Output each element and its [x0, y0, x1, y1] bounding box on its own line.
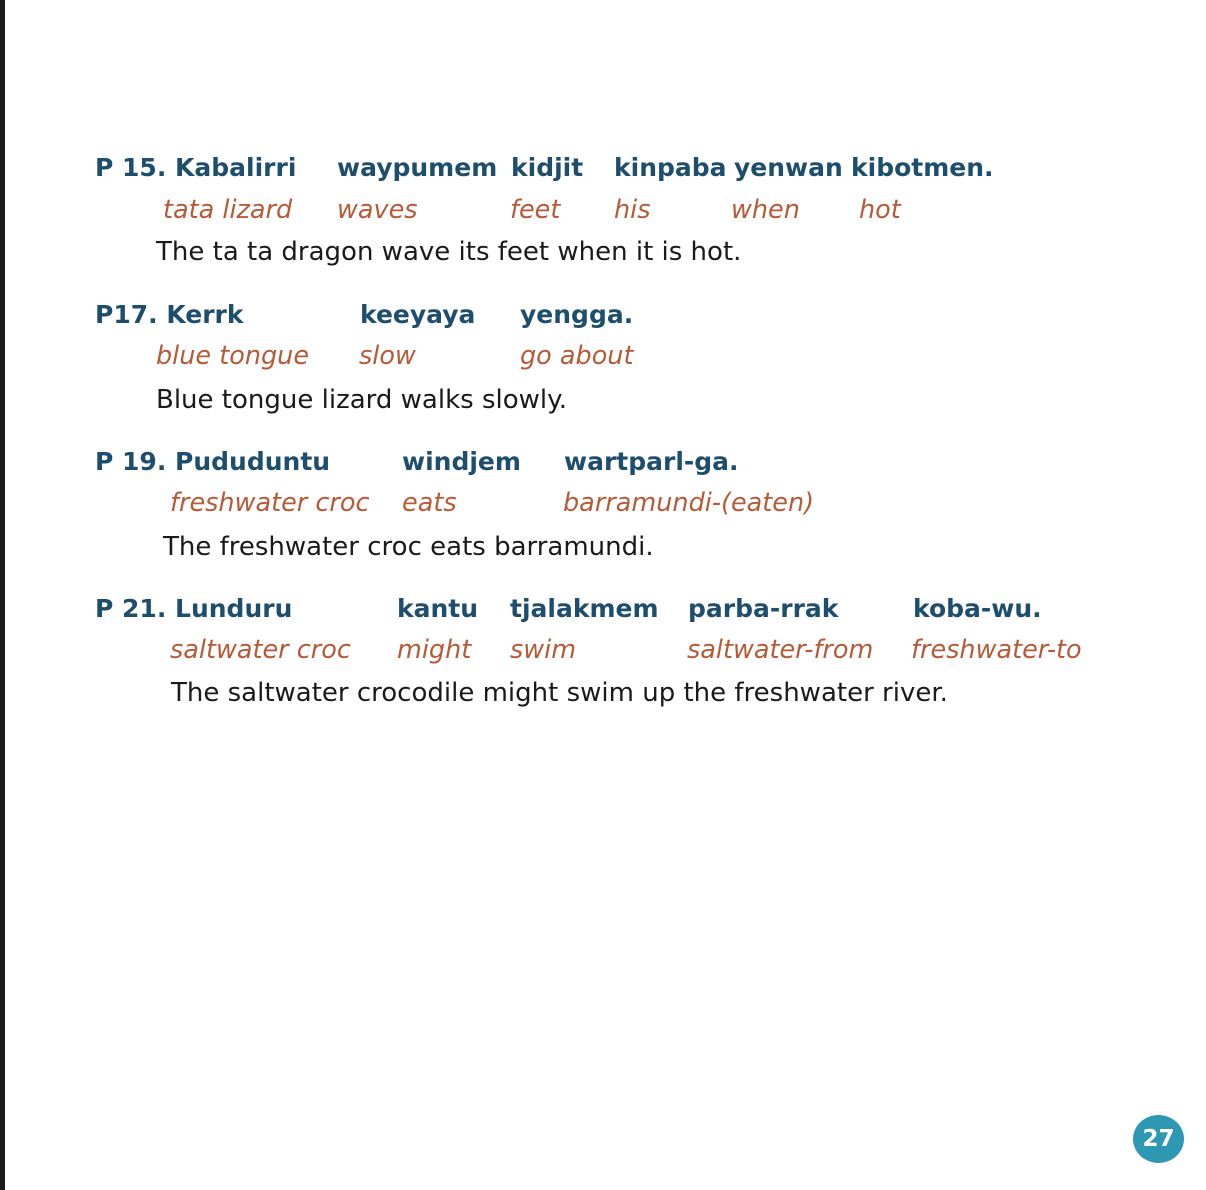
source-word: P 21. Lunduru [95, 594, 293, 623]
source-word: parba-rrak [688, 594, 839, 623]
gloss-word: tata lizard [163, 195, 293, 225]
translation: The saltwater crocodile might swim up the freshwater river. [171, 678, 948, 708]
source-word: kantu [397, 594, 479, 623]
gloss-word: freshwater-to [911, 635, 1082, 665]
source-word: keeyaya [360, 300, 476, 329]
gloss-word: saltwater croc [170, 635, 351, 665]
source-word: yenwan [734, 153, 843, 182]
gloss-word: might [397, 635, 472, 665]
source-word: kinpaba [614, 153, 727, 182]
source-word: yengga. [520, 300, 634, 329]
source-word: P 19. Pududuntu [95, 447, 331, 476]
source-word: P 15. Kabalirri [95, 153, 297, 182]
gloss-word: feet [510, 195, 561, 225]
source-word: kibotmen. [851, 153, 994, 182]
page-edge-bar [0, 0, 5, 1190]
source-word: waypumem [337, 153, 498, 182]
gloss-word: eats [402, 488, 457, 518]
translation: Blue tongue lizard walks slowly. [156, 385, 568, 415]
gloss-word: slow [359, 341, 416, 371]
source-word: tjalakmem [510, 594, 659, 623]
gloss-word: his [614, 195, 651, 225]
source-word: P17. Kerrk [95, 300, 244, 329]
source-word: windjem [402, 447, 521, 476]
gloss-word: blue tongue [156, 341, 310, 371]
source-word: koba-wu. [913, 594, 1042, 623]
source-word: kidjit [511, 153, 584, 182]
gloss-word: waves [337, 195, 418, 225]
gloss-word: when [731, 195, 800, 225]
gloss-word: go about [520, 341, 634, 371]
gloss-word: hot [859, 195, 901, 225]
translation: The ta ta dragon wave its feet when it is hot. [156, 237, 742, 267]
gloss-word: barramundi-(eaten) [563, 488, 815, 518]
gloss-word: freshwater croc [170, 488, 370, 518]
source-word: wartparl-ga. [564, 447, 739, 476]
translation: The freshwater croc eats barramundi. [163, 532, 654, 562]
gloss-word: swim [510, 635, 577, 665]
page-number-badge: 27 [1133, 1115, 1184, 1163]
gloss-word: saltwater-from [687, 635, 874, 665]
